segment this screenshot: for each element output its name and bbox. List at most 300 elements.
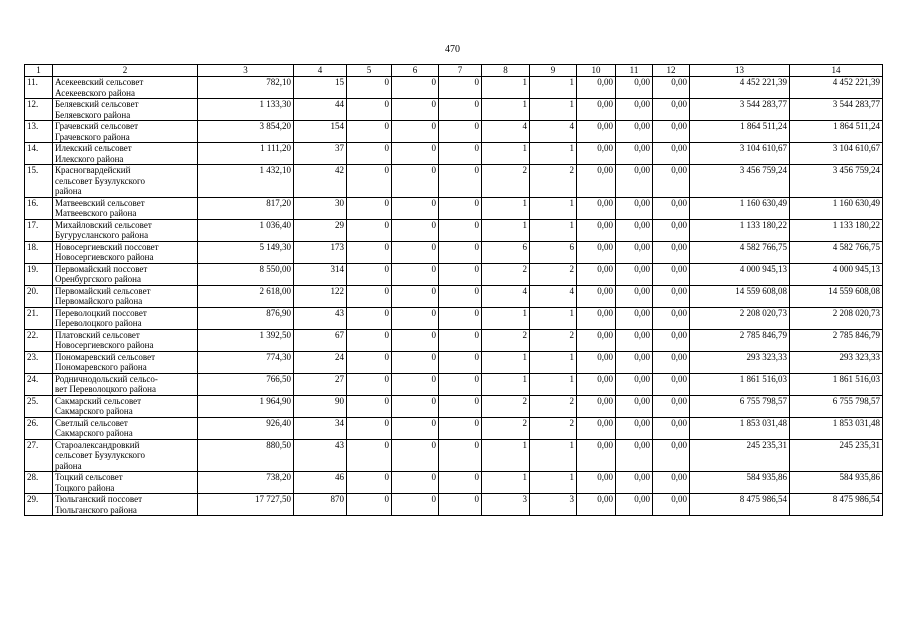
value-cell-c3: 738,20 bbox=[198, 472, 294, 494]
value-cell-c10: 0,00 bbox=[577, 143, 616, 165]
value-cell-c9: 1 bbox=[530, 197, 577, 219]
value-cell-c14: 14 559 608,08 bbox=[790, 285, 883, 307]
value-cell-c6: 0 bbox=[392, 165, 439, 198]
value-cell-c13: 1 853 031,48 bbox=[690, 417, 790, 439]
value-cell-c3: 926,40 bbox=[198, 417, 294, 439]
settlement-name-line: сельсовет Бузулукского bbox=[55, 175, 145, 186]
settlement-name-cell bbox=[53, 307, 198, 329]
value-cell-c7: 0 bbox=[439, 241, 482, 263]
value-cell-c14: 3 104 610,67 bbox=[790, 143, 883, 165]
value-cell-c13: 1 133 180,22 bbox=[690, 219, 790, 241]
column-header: 8 bbox=[482, 65, 530, 77]
value-cell-c14: 2 785 846,79 bbox=[790, 329, 883, 351]
value-cell-c9: 1 bbox=[530, 472, 577, 494]
value-cell-c13: 245 235,31 bbox=[690, 439, 790, 472]
value-cell-c9: 4 bbox=[530, 285, 577, 307]
value-cell-c4: 870 bbox=[294, 494, 347, 516]
value-cell-c13: 14 559 608,08 bbox=[690, 285, 790, 307]
table-row bbox=[25, 99, 883, 121]
table-row bbox=[25, 241, 883, 263]
value-cell-c4: 154 bbox=[294, 121, 347, 143]
value-cell-c8: 1 bbox=[482, 197, 530, 219]
value-cell-c6: 0 bbox=[392, 329, 439, 351]
settlement-name-line: Матвеевского района bbox=[55, 208, 137, 218]
value-cell-c7: 0 bbox=[439, 263, 482, 285]
value-cell-c4: 34 bbox=[294, 417, 347, 439]
settlement-name-cell bbox=[53, 494, 198, 516]
value-cell-c4: 44 bbox=[294, 99, 347, 121]
value-cell-c11: 0,00 bbox=[616, 165, 653, 198]
value-cell-c7: 0 bbox=[439, 197, 482, 219]
value-cell-c6: 0 bbox=[392, 439, 439, 472]
row-number-cell: 26. bbox=[25, 417, 53, 439]
value-cell-c3: 1 432,10 bbox=[198, 165, 294, 198]
row-number-cell: 14. bbox=[25, 143, 53, 165]
value-cell-c14: 3 544 283,77 bbox=[790, 99, 883, 121]
settlement-name-line: Новосергиевского района bbox=[55, 340, 154, 350]
value-cell-c5: 0 bbox=[347, 263, 392, 285]
column-header: 9 bbox=[530, 65, 577, 77]
value-cell-c13: 8 475 986,54 bbox=[690, 494, 790, 516]
row-number-cell: 12. bbox=[25, 99, 53, 121]
value-cell-c7: 0 bbox=[439, 121, 482, 143]
settlement-name-cell bbox=[53, 439, 198, 472]
value-cell-c14: 2 208 020,73 bbox=[790, 307, 883, 329]
value-cell-c3: 1 036,40 bbox=[198, 219, 294, 241]
value-cell-c11: 0,00 bbox=[616, 307, 653, 329]
value-cell-c7: 0 bbox=[439, 77, 482, 99]
settlement-name-line: Пономаревского района bbox=[55, 362, 147, 372]
row-number-cell: 23. bbox=[25, 351, 53, 373]
value-cell-c9: 2 bbox=[530, 263, 577, 285]
settlement-name-line: Красногвардейский bbox=[55, 165, 131, 175]
value-cell-c6: 0 bbox=[392, 285, 439, 307]
value-cell-c5: 0 bbox=[347, 143, 392, 165]
value-cell-c10: 0,00 bbox=[577, 417, 616, 439]
settlement-name-line: сельсовет Бузулукского bbox=[55, 450, 145, 460]
value-cell-c9: 2 bbox=[530, 395, 577, 417]
settlement-name-line: вет Переволоцкого района bbox=[55, 384, 156, 394]
value-cell-c8: 2 bbox=[482, 263, 530, 285]
value-cell-c8: 1 bbox=[482, 373, 530, 395]
value-cell-c13: 2 785 846,79 bbox=[690, 329, 790, 351]
value-cell-c4: 67 bbox=[294, 329, 347, 351]
row-number-cell: 27. bbox=[25, 439, 53, 472]
column-header: 7 bbox=[439, 65, 482, 77]
settlement-name-line: Грачевский сельсовет bbox=[55, 121, 139, 131]
table-row bbox=[25, 439, 883, 472]
value-cell-c14: 1 160 630,49 bbox=[790, 197, 883, 219]
value-cell-c5: 0 bbox=[347, 197, 392, 219]
value-cell-c8: 2 bbox=[482, 329, 530, 351]
value-cell-c3: 817,20 bbox=[198, 197, 294, 219]
value-cell-c3: 3 854,20 bbox=[198, 121, 294, 143]
column-header: 11 bbox=[616, 65, 653, 77]
value-cell-c11: 0,00 bbox=[616, 241, 653, 263]
value-cell-c11: 0,00 bbox=[616, 395, 653, 417]
settlement-name-cell bbox=[53, 263, 198, 285]
value-cell-c7: 0 bbox=[439, 219, 482, 241]
value-cell-c12: 0,00 bbox=[653, 219, 690, 241]
value-cell-c12: 0,00 bbox=[653, 494, 690, 516]
value-cell-c14: 4 452 221,39 bbox=[790, 77, 883, 99]
settlement-name-line: Беляевский сельсовет bbox=[55, 99, 139, 109]
value-cell-c10: 0,00 bbox=[577, 121, 616, 143]
value-cell-c10: 0,00 bbox=[577, 241, 616, 263]
value-cell-c10: 0,00 bbox=[577, 472, 616, 494]
value-cell-c12: 0,00 bbox=[653, 373, 690, 395]
settlement-name-cell bbox=[53, 165, 198, 198]
value-cell-c5: 0 bbox=[347, 121, 392, 143]
table-row bbox=[25, 197, 883, 219]
row-number-cell: 11. bbox=[25, 77, 53, 99]
value-cell-c3: 5 149,30 bbox=[198, 241, 294, 263]
value-cell-c11: 0,00 bbox=[616, 329, 653, 351]
settlement-name-line: Асекеевский сельсовет bbox=[55, 77, 144, 87]
value-cell-c11: 0,00 bbox=[616, 263, 653, 285]
value-cell-c8: 1 bbox=[482, 77, 530, 99]
settlement-name-cell bbox=[53, 373, 198, 395]
value-cell-c13: 1 160 630,49 bbox=[690, 197, 790, 219]
value-cell-c6: 0 bbox=[392, 77, 439, 99]
value-cell-c12: 0,00 bbox=[653, 77, 690, 99]
value-cell-c4: 43 bbox=[294, 307, 347, 329]
settlement-name-line: Сакмарский сельсовет bbox=[55, 395, 142, 406]
settlement-name-line: Бугурусланского района bbox=[55, 230, 149, 240]
value-cell-c7: 0 bbox=[439, 395, 482, 417]
value-cell-c11: 0,00 bbox=[616, 439, 653, 472]
table-row bbox=[25, 494, 883, 516]
column-number-row bbox=[25, 65, 883, 77]
value-cell-c5: 0 bbox=[347, 439, 392, 472]
value-cell-c6: 0 bbox=[392, 263, 439, 285]
value-cell-c11: 0,00 bbox=[616, 351, 653, 373]
value-cell-c8: 1 bbox=[482, 143, 530, 165]
value-cell-c8: 2 bbox=[482, 165, 530, 198]
settlement-name-line: Илекский сельсовет bbox=[55, 143, 132, 153]
value-cell-c13: 4 452 221,39 bbox=[690, 77, 790, 99]
value-cell-c6: 0 bbox=[392, 219, 439, 241]
value-cell-c12: 0,00 bbox=[653, 351, 690, 373]
settlement-name-line: Тоцкого района bbox=[55, 482, 115, 493]
row-number-cell: 19. bbox=[25, 263, 53, 285]
value-cell-c7: 0 bbox=[439, 373, 482, 395]
value-cell-c6: 0 bbox=[392, 241, 439, 263]
value-cell-c3: 876,90 bbox=[198, 307, 294, 329]
value-cell-c9: 1 bbox=[530, 219, 577, 241]
value-cell-c11: 0,00 bbox=[616, 143, 653, 165]
value-cell-c14: 4 582 766,75 bbox=[790, 241, 883, 263]
value-cell-c14: 3 456 759,24 bbox=[790, 165, 883, 198]
value-cell-c3: 1 111,20 bbox=[198, 143, 294, 165]
settlement-name-line: Михайловский сельсовет bbox=[55, 219, 152, 230]
value-cell-c6: 0 bbox=[392, 99, 439, 121]
value-cell-c14: 1 864 511,24 bbox=[790, 121, 883, 143]
value-cell-c4: 24 bbox=[294, 351, 347, 373]
value-cell-c9: 4 bbox=[530, 121, 577, 143]
settlement-name-cell bbox=[53, 197, 198, 219]
row-number-cell: 22. bbox=[25, 329, 53, 351]
value-cell-c10: 0,00 bbox=[577, 197, 616, 219]
column-header: 6 bbox=[392, 65, 439, 77]
value-cell-c13: 1 864 511,24 bbox=[690, 121, 790, 143]
column-header: 12 bbox=[653, 65, 690, 77]
settlement-name-line: Первомайский поссовет bbox=[55, 263, 148, 274]
value-cell-c5: 0 bbox=[347, 329, 392, 351]
value-cell-c6: 0 bbox=[392, 121, 439, 143]
settlement-name-line: Новосергиевский поссовет bbox=[55, 241, 159, 252]
row-number-cell: 20. bbox=[25, 285, 53, 307]
settlement-name-line: Новосергиевского района bbox=[55, 252, 154, 262]
table-row bbox=[25, 219, 883, 241]
settlement-name-cell bbox=[53, 395, 198, 417]
value-cell-c9: 1 bbox=[530, 143, 577, 165]
table-row bbox=[25, 329, 883, 351]
value-cell-c14: 1 853 031,48 bbox=[790, 417, 883, 439]
value-cell-c7: 0 bbox=[439, 329, 482, 351]
value-cell-c10: 0,00 bbox=[577, 165, 616, 198]
value-cell-c8: 4 bbox=[482, 121, 530, 143]
value-cell-c9: 6 bbox=[530, 241, 577, 263]
value-cell-c5: 0 bbox=[347, 494, 392, 516]
value-cell-c4: 29 bbox=[294, 219, 347, 241]
value-cell-c5: 0 bbox=[347, 241, 392, 263]
value-cell-c4: 122 bbox=[294, 285, 347, 307]
table-row bbox=[25, 121, 883, 143]
value-cell-c12: 0,00 bbox=[653, 329, 690, 351]
value-cell-c8: 1 bbox=[482, 219, 530, 241]
value-cell-c9: 1 bbox=[530, 99, 577, 121]
value-cell-c12: 0,00 bbox=[653, 121, 690, 143]
value-cell-c12: 0,00 bbox=[653, 417, 690, 439]
value-cell-c11: 0,00 bbox=[616, 99, 653, 121]
row-number-cell: 17. bbox=[25, 219, 53, 241]
settlement-name-line: Первомайского района bbox=[55, 296, 143, 306]
value-cell-c7: 0 bbox=[439, 417, 482, 439]
value-cell-c6: 0 bbox=[392, 494, 439, 516]
value-cell-c13: 584 935,86 bbox=[690, 472, 790, 494]
value-cell-c13: 3 544 283,77 bbox=[690, 99, 790, 121]
value-cell-c11: 0,00 bbox=[616, 121, 653, 143]
settlement-name-cell bbox=[53, 285, 198, 307]
value-cell-c6: 0 bbox=[392, 143, 439, 165]
value-cell-c9: 1 bbox=[530, 373, 577, 395]
value-cell-c13: 1 861 516,03 bbox=[690, 373, 790, 395]
settlement-name-cell bbox=[53, 219, 198, 241]
value-cell-c12: 0,00 bbox=[653, 439, 690, 472]
settlement-name-line: Платовский сельсовет bbox=[55, 329, 140, 340]
value-cell-c13: 4 582 766,75 bbox=[690, 241, 790, 263]
value-cell-c12: 0,00 bbox=[653, 307, 690, 329]
settlement-name-line: Переволоцкого района bbox=[55, 318, 142, 328]
settlement-name-line: Тюльганский поссовет bbox=[55, 494, 143, 504]
value-cell-c12: 0,00 bbox=[653, 395, 690, 417]
settlement-name-line: Илекского района bbox=[55, 153, 124, 164]
value-cell-c11: 0,00 bbox=[616, 77, 653, 99]
value-cell-c10: 0,00 bbox=[577, 395, 616, 417]
value-cell-c9: 1 bbox=[530, 439, 577, 472]
value-cell-c9: 2 bbox=[530, 165, 577, 198]
page-number: 470 bbox=[445, 44, 460, 55]
value-cell-c9: 3 bbox=[530, 494, 577, 516]
row-number-cell: 21. bbox=[25, 307, 53, 329]
value-cell-c14: 293 323,33 bbox=[790, 351, 883, 373]
settlement-name-cell bbox=[53, 329, 198, 351]
value-cell-c4: 15 bbox=[294, 77, 347, 99]
value-cell-c5: 0 bbox=[347, 417, 392, 439]
value-cell-c3: 1 964,90 bbox=[198, 395, 294, 417]
value-cell-c11: 0,00 bbox=[616, 472, 653, 494]
value-cell-c3: 1 133,30 bbox=[198, 99, 294, 121]
value-cell-c8: 1 bbox=[482, 472, 530, 494]
value-cell-c12: 0,00 bbox=[653, 285, 690, 307]
value-cell-c12: 0,00 bbox=[653, 143, 690, 165]
table-row bbox=[25, 472, 883, 494]
value-cell-c11: 0,00 bbox=[616, 373, 653, 395]
value-cell-c5: 0 bbox=[347, 472, 392, 494]
table-row bbox=[25, 307, 883, 329]
value-cell-c3: 880,50 bbox=[198, 439, 294, 472]
column-header: 5 bbox=[347, 65, 392, 77]
row-number-cell: 13. bbox=[25, 121, 53, 143]
value-cell-c11: 0,00 bbox=[616, 494, 653, 516]
value-cell-c3: 2 618,00 bbox=[198, 285, 294, 307]
value-cell-c3: 17 727,50 bbox=[198, 494, 294, 516]
settlement-name-line: Переволоцкий поссовет bbox=[55, 307, 147, 318]
value-cell-c4: 43 bbox=[294, 439, 347, 472]
column-header: 4 bbox=[294, 65, 347, 77]
settlement-name-line: Пономаревский сельсовет bbox=[55, 351, 156, 362]
value-cell-c8: 2 bbox=[482, 395, 530, 417]
settlement-name-cell bbox=[53, 351, 198, 373]
value-cell-c12: 0,00 bbox=[653, 263, 690, 285]
settlement-name-line: Грачевского района bbox=[55, 131, 130, 142]
table-row bbox=[25, 263, 883, 285]
value-cell-c14: 584 935,86 bbox=[790, 472, 883, 494]
value-cell-c6: 0 bbox=[392, 351, 439, 373]
value-cell-c14: 1 861 516,03 bbox=[790, 373, 883, 395]
row-number-cell: 25. bbox=[25, 395, 53, 417]
value-cell-c11: 0,00 bbox=[616, 197, 653, 219]
value-cell-c5: 0 bbox=[347, 351, 392, 373]
settlement-name-line: Тюльганского района bbox=[55, 504, 137, 515]
value-cell-c4: 90 bbox=[294, 395, 347, 417]
settlement-name-line: района bbox=[55, 186, 82, 196]
value-cell-c14: 6 755 798,57 bbox=[790, 395, 883, 417]
value-cell-c10: 0,00 bbox=[577, 351, 616, 373]
row-number-cell: 29. bbox=[25, 494, 53, 516]
table-row bbox=[25, 395, 883, 417]
value-cell-c7: 0 bbox=[439, 351, 482, 373]
data-table bbox=[24, 64, 883, 516]
value-cell-c13: 293 323,33 bbox=[690, 351, 790, 373]
value-cell-c8: 1 bbox=[482, 99, 530, 121]
value-cell-c9: 1 bbox=[530, 307, 577, 329]
column-header: 13 bbox=[690, 65, 790, 77]
value-cell-c11: 0,00 bbox=[616, 219, 653, 241]
row-number-cell: 18. bbox=[25, 241, 53, 263]
value-cell-c10: 0,00 bbox=[577, 219, 616, 241]
value-cell-c7: 0 bbox=[439, 494, 482, 516]
value-cell-c4: 27 bbox=[294, 373, 347, 395]
value-cell-c3: 782,10 bbox=[198, 77, 294, 99]
settlement-name-line: Матвеевский сельсовет bbox=[55, 197, 145, 208]
value-cell-c9: 1 bbox=[530, 77, 577, 99]
table-row bbox=[25, 351, 883, 373]
value-cell-c13: 6 755 798,57 bbox=[690, 395, 790, 417]
row-number-cell: 15. bbox=[25, 165, 53, 198]
value-cell-c10: 0,00 bbox=[577, 329, 616, 351]
value-cell-c7: 0 bbox=[439, 165, 482, 198]
settlement-name-line: Оренбургского района bbox=[55, 274, 141, 284]
value-cell-c7: 0 bbox=[439, 285, 482, 307]
value-cell-c12: 0,00 bbox=[653, 241, 690, 263]
value-cell-c14: 4 000 945,13 bbox=[790, 263, 883, 285]
settlement-name-line: района bbox=[55, 460, 82, 471]
value-cell-c8: 1 bbox=[482, 351, 530, 373]
value-cell-c3: 774,30 bbox=[198, 351, 294, 373]
settlement-name-line: Сакмарского района bbox=[55, 406, 133, 416]
value-cell-c8: 1 bbox=[482, 439, 530, 472]
value-cell-c4: 37 bbox=[294, 143, 347, 165]
table-body bbox=[25, 77, 883, 516]
settlement-name-line: Светлый сельсовет bbox=[55, 417, 128, 428]
value-cell-c4: 46 bbox=[294, 472, 347, 494]
value-cell-c8: 2 bbox=[482, 417, 530, 439]
settlement-name-cell bbox=[53, 472, 198, 494]
value-cell-c8: 4 bbox=[482, 285, 530, 307]
table-row bbox=[25, 285, 883, 307]
column-header: 1 bbox=[25, 65, 53, 77]
settlement-name-line: Сакмарского района bbox=[55, 428, 133, 438]
column-header: 10 bbox=[577, 65, 616, 77]
value-cell-c5: 0 bbox=[347, 307, 392, 329]
value-cell-c10: 0,00 bbox=[577, 373, 616, 395]
value-cell-c5: 0 bbox=[347, 373, 392, 395]
settlement-name-line: Староалександровкий bbox=[55, 439, 140, 450]
value-cell-c11: 0,00 bbox=[616, 285, 653, 307]
value-cell-c7: 0 bbox=[439, 143, 482, 165]
table-row bbox=[25, 143, 883, 165]
row-number-cell: 24. bbox=[25, 373, 53, 395]
table-row bbox=[25, 373, 883, 395]
value-cell-c10: 0,00 bbox=[577, 263, 616, 285]
value-cell-c14: 8 475 986,54 bbox=[790, 494, 883, 516]
value-cell-c4: 42 bbox=[294, 165, 347, 198]
column-header: 2 bbox=[53, 65, 198, 77]
value-cell-c11: 0,00 bbox=[616, 417, 653, 439]
settlement-name-line: Тоцкий сельсовет bbox=[55, 472, 123, 482]
value-cell-c8: 1 bbox=[482, 307, 530, 329]
value-cell-c9: 2 bbox=[530, 329, 577, 351]
value-cell-c3: 766,50 bbox=[198, 373, 294, 395]
table-row bbox=[25, 77, 883, 99]
value-cell-c10: 0,00 bbox=[577, 494, 616, 516]
row-number-cell: 28. bbox=[25, 472, 53, 494]
settlement-name-cell bbox=[53, 417, 198, 439]
value-cell-c5: 0 bbox=[347, 99, 392, 121]
value-cell-c5: 0 bbox=[347, 219, 392, 241]
value-cell-c13: 2 208 020,73 bbox=[690, 307, 790, 329]
value-cell-c12: 0,00 bbox=[653, 99, 690, 121]
value-cell-c5: 0 bbox=[347, 395, 392, 417]
value-cell-c4: 30 bbox=[294, 197, 347, 219]
settlement-name-cell bbox=[53, 143, 198, 165]
value-cell-c6: 0 bbox=[392, 197, 439, 219]
value-cell-c10: 0,00 bbox=[577, 285, 616, 307]
value-cell-c5: 0 bbox=[347, 165, 392, 198]
value-cell-c10: 0,00 bbox=[577, 99, 616, 121]
